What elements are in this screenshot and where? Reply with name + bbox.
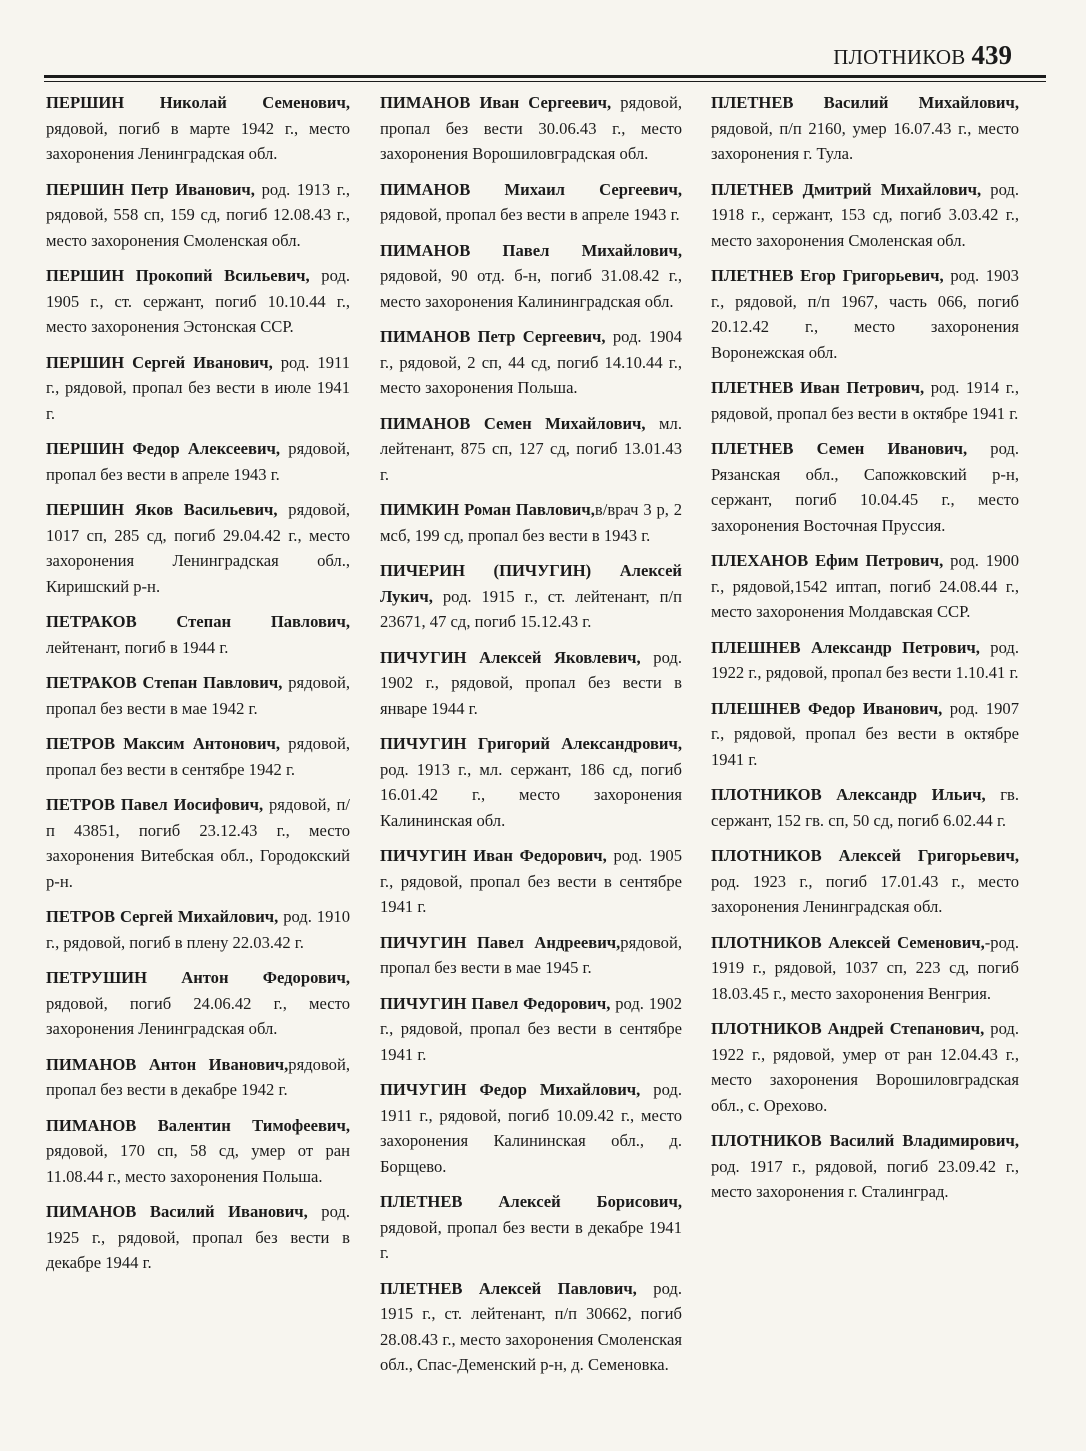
entry-details: мл. лейтенант, 875 сп, 127 сд, погиб 13.01.43 г. [380,413,682,484]
entry-name: ПИЧЕРИН (ПИЧУГИН) Алексей Лукич, [380,561,682,606]
entry [46,350,350,427]
entry-details: род. 1903 г., рядовой, п/п 1967, часть 066, погиб 20.12.42 г., место захоронения Воронежская обл. [711,266,1019,362]
entry [46,731,350,782]
entry-name: ПЕТРОВ Сергей Михайлович, [46,907,279,926]
entry-name: ПИМАНОВ Валентин Тимофеевич, [46,1115,350,1135]
entry [711,635,1019,686]
entry-details: род. 1917 г., рядовой, погиб 23.09.42 г., место захоронения г. Сталинград. [711,1156,1019,1201]
entry-name: ПЛЕТНЕВ Дмитрий Михайлович, [711,179,982,199]
entry-name: ПЕРШИН Сергей Иванович, [46,352,273,372]
entry [46,965,350,1042]
entry-name: ПЛОТНИКОВ Алексей Григорьевич, [711,846,1019,865]
entry-name: ПЛЕХАНОВ Ефим Петрович, [711,551,944,570]
entry [711,177,1019,254]
entry [380,731,682,833]
entry-name: ПЕТРАКОВ Степан Павлович, [46,612,350,631]
entry-details: рядовой, п/п 43851, погиб 23.12.43 г., место захоронения Витебская обл., Городокский р-н. [46,795,350,891]
entry [380,843,682,920]
entry [380,1077,682,1179]
entry [46,792,350,894]
entry [711,375,1019,426]
entry [380,991,682,1068]
entry-name: ПИМАНОВ Семен Михайлович, [380,413,646,433]
entry [711,843,1019,920]
entry-details: рядовой, погиб 24.06.42 г., место захоронения Ленинградская обл. [46,993,350,1038]
entry-details: род. 1905 г., рядовой, пропал без вести в сентябре 1941 г. [380,846,682,916]
entry [380,645,682,722]
entry-details: род. 1915 г., ст. лейтенант, п/п 30662, погиб 28.08.43 г., место захоронения Смоленская обл., Спас-Деменский р-н, д. Семеновка. [380,1278,683,1374]
entry-name: ПИЧУГИН Иван Федорович, [380,846,607,865]
entry-details: род. 1900 г., рядовой,1542 иптап, погиб 24.08.44 г., место захоронения Молдавская ССР. [711,551,1019,621]
entry-name: ПЕРШИН Прокопий Всильевич, [46,266,310,285]
entry-name: ПЛОТНИКОВ Андрей Степанович, [711,1019,985,1038]
entry-name: ПИЧУГИН Алексей Яковлевич, [380,647,641,667]
entry-details: рядовой, пропал без вести в апреле 1943 г. [46,439,350,484]
entry [46,609,350,660]
entry-details: род. 1911 г., рядовой, пропал без вести в июле 1941 г. [46,352,350,423]
entry [380,558,682,635]
entry-name: ПЕТРУШИН Антон Федорович, [46,968,350,987]
entry-name: ПЕРШИН Яков Васильевич, [46,500,278,519]
entry-details: лейтенант, погиб в 1944 г. [46,637,229,657]
entry [711,90,1019,167]
entry-details: род. 1910 г., рядовой, погиб в плену 22.03.42 г. [46,907,350,952]
entry-details: род. 1925 г., рядовой, пропал без вести в декабре 1944 г. [46,1202,351,1272]
entry-name: ПЕРШИН Федор Алексеевич, [46,439,281,458]
entry-details: род. 1911 г., рядовой, погиб 10.09.42 г., место захоронения Калининская обл., д. Борщево. [380,1080,683,1176]
entry-name: ПЕРШИН Петр Иванович, [46,179,255,199]
entry [46,497,350,599]
entry-name: ПИЧУГИН Григорий Александрович, [380,734,682,753]
entry [46,436,350,487]
entry [711,1016,1019,1118]
entry-name: ПИМАНОВ Антон Иванович, [46,1054,289,1074]
entry [46,177,350,254]
entry-details: род. 1905 г., ст. сержант, погиб 10.10.44 г., место захоронения Эстонская ССР. [46,266,351,336]
entry-details: род. 1923 г., погиб 17.01.43 г., место захоронения Ленинградская обл. [711,871,1019,916]
entry-details: род. 1902 г., рядовой, пропал без вести в сентябре 1941 г. [380,993,682,1064]
entry [46,90,350,167]
entry-name: ПЕТРОВ Павел Иосифович, [46,795,264,814]
entry-name: ПИМАНОВ Василий Иванович, [46,1202,308,1221]
entry-name: ПЛЕТНЕВ Алексей Борисович, [380,1192,682,1211]
entry-name: ПЛЕТНЕВ Алексей Павлович, [380,1278,637,1298]
entry [711,436,1019,538]
entry-details: род. 1904 г., рядовой, 2 сп, 44 сд, погиб 14.10.44 г., место захоронения Польша. [380,327,682,397]
entry [46,1113,350,1190]
entry-details: род. 1913 г., рядовой, 558 сп, 159 сд, погиб 12.08.43 г., место захоронения Смоленская обл. [46,179,350,250]
entry [380,324,682,401]
column-1 [46,90,350,1286]
entry-details: рядовой, пропал без вести в мае 1945 г. [380,932,682,977]
entry [711,930,1019,1007]
entry-name: ПЛОТНИКОВ Александр Ильич, [711,785,986,804]
entry-name: ПИМАНОВ Михаил Сергеевич, [380,179,682,199]
header-rule-thick [44,75,1046,78]
entry-name: ПЛЕТНЕВ Иван Петрович, [711,378,925,397]
entry [380,238,682,315]
entry-details: род. 1902 г., рядовой, пропал без вести в январе 1944 г. [380,647,683,718]
entry [711,1128,1019,1205]
entry-details: род. 1907 г., рядовой, пропал без вести в октябре 1941 г. [711,698,1019,769]
entry [711,782,1019,833]
entry-name: ПЕТРАКОВ Степан Павлович, [46,673,283,692]
entry-name: ПЕРШИН Николай Семенович, [46,93,350,112]
entry-name: ПИЧУГИН Павел Андреевич, [380,932,621,952]
header-rule-thin [44,81,1046,82]
entry-details: род. Рязанская обл., Сапожковский р-н, сержант, погиб 10.04.45 г., место захоронения Восточная Пруссия. [711,439,1020,535]
entry-details: рядовой, пропал без вести в сентябре 1942 г. [46,734,350,779]
entry-name: ПЛЕШНЕВ Федор Иванович, [711,698,943,718]
column-2 [380,90,682,1388]
entry-details: род. 1922 г., рядовой, умер от ран 12.04.43 г., место захоронения Ворошиловградская обл., с. Орехово. [711,1019,1019,1115]
entry-details: род. 1913 г., мл. сержант, 186 сд, погиб 16.01.42 г., место захоронения Калининская обл. [380,759,682,830]
entry-name: ПЕТРОВ Максим Антонович, [46,734,281,753]
entry-name: ПЛЕТНЕВ Василий Михайлович, [711,93,1019,112]
entry-details: род. 1922 г., рядовой, пропал без вести 1.10.41 г. [711,637,1019,682]
page-number: 439 [971,40,1012,70]
entry-details: род. 1918 г., сержант, 153 сд, погиб 3.03.42 г., место захоронения Смоленская обл. [711,179,1019,250]
entry [46,1199,350,1276]
entry-details: рядовой, пропал без вести в декабре 1942 г. [46,1054,350,1099]
entry [711,696,1019,773]
entry-name: ПИЧУГИН Федор Михайлович, [380,1080,641,1099]
running-title: ПЛОТНИКОВ [833,45,966,69]
column-3 [711,90,1019,1215]
entry [46,1052,350,1103]
entry-details: рядовой, 170 сп, 58 сд, умер от ран 11.08.44 г., место захоронения Польша. [46,1141,350,1186]
entry [380,90,682,167]
entry-details: рядовой, пропал без вести в мае 1942 г. [46,673,350,718]
entry-details: -род. 1919 г., рядовой, 1037 сп, 223 сд, погиб 18.03.45 г., место захоронения Венгрия. [711,932,1019,1003]
page-header [833,40,1012,71]
entry-name: ПЛЕТНЕВ Егор Григорьевич, [711,266,944,285]
entry-details: рядовой, 90 отд. б-н, погиб 31.08.42 г., место захоронения Калининградская обл. [380,266,682,311]
entry [46,670,350,721]
entry [380,930,682,981]
entry-details: род. 1914 г., рядовой, пропал без вести в октябре 1941 г. [711,378,1019,423]
entry-name: ПЛЕШНЕВ Александр Петрович, [711,637,980,657]
entry-name: ПЛЕТНЕВ Семен Иванович, [711,439,968,458]
entry-details: в/врач 3 р, 2 мсб, 199 сд, пропал без вести в 1943 г. [380,500,683,545]
entry-details: род. 1915 г., ст. лейтенант, п/п 23671, 47 сд, погиб 15.12.43 г. [380,586,682,631]
entry-name: ПИМАНОВ Павел Михайлович, [380,240,682,260]
entry [380,1276,682,1378]
entry-details: рядовой, п/п 2160, умер 16.07.43 г., место захоронения г. Тула. [711,118,1019,163]
entry-details: гв. сержант, 152 гв. сп, 50 сд, погиб 6.02.44 г. [711,785,1019,830]
entry [380,1189,682,1266]
entry-name: ПИМКИН Роман Павлович, [380,500,595,519]
entry-name: ПЛОТНИКОВ Василий Владимирович, [711,1131,1019,1150]
entry [46,904,350,955]
entry [46,263,350,340]
entry [711,548,1019,625]
entry-details: рядовой, погиб в марте 1942 г., место захоронения Ленинградская обл. [46,118,350,163]
entry [380,497,682,548]
entry-details: рядовой, пропал без вести в декабре 1941 г. [380,1217,682,1262]
entry-name: ПИЧУГИН Павел Федорович, [380,993,611,1013]
entry [711,263,1019,365]
entry-details: рядовой, пропал без вести в апреле 1943 г. [380,205,680,224]
entry-details: рядовой, пропал без вести 30.06.43 г., место захоронения Ворошиловградская обл. [380,93,682,163]
entry-name: ПЛОТНИКОВ Алексей Семенович, [711,932,985,952]
entry-name: ПИМАНОВ Иван Сергеевич, [380,93,612,112]
entry [380,177,682,228]
entry-details: рядовой, 1017 сп, 285 сд, погиб 29.04.42 г., место захоронения Ленинградская обл., Киришский р-н. [46,500,350,596]
entry [380,411,682,488]
entry-name: ПИМАНОВ Петр Сергеевич, [380,327,606,346]
